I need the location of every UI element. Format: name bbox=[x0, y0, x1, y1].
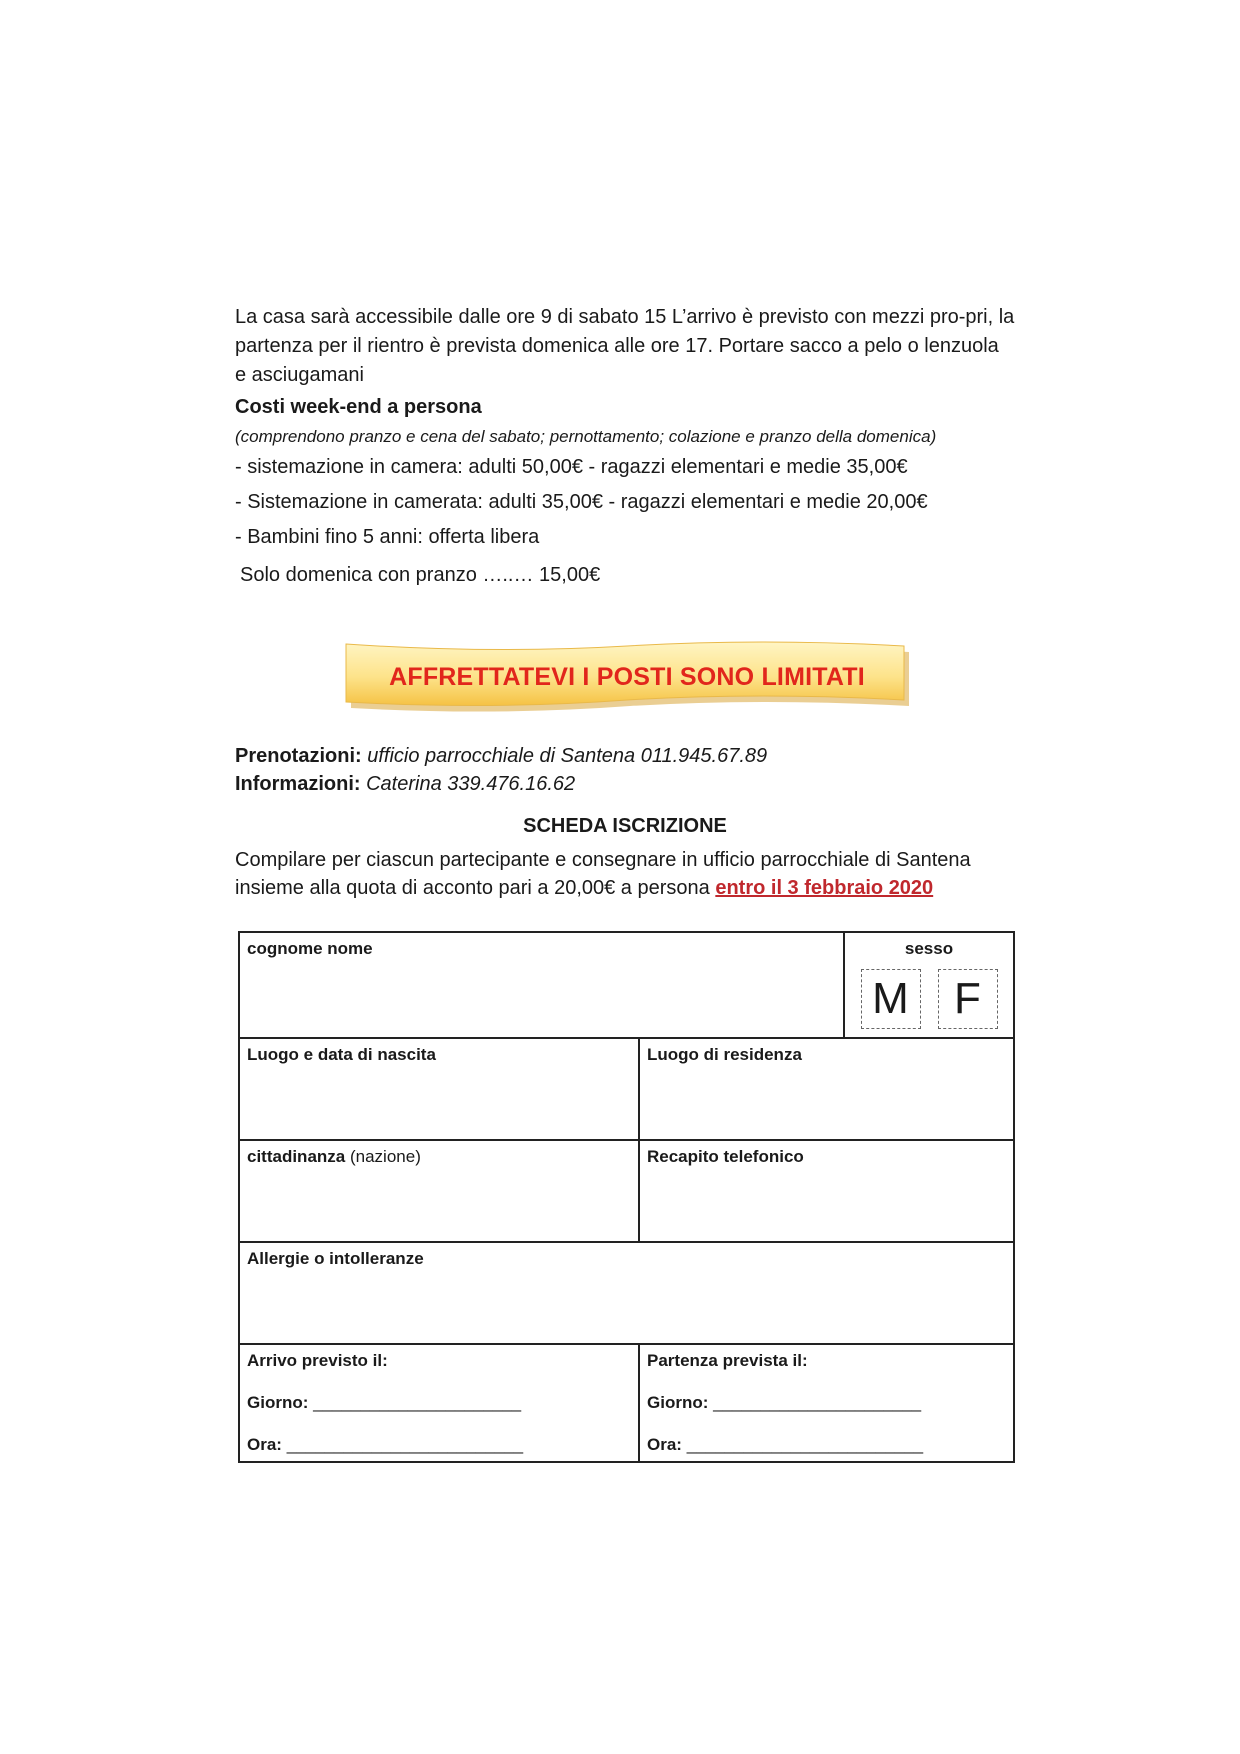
deadline-text: entro il 3 febbraio 2020 bbox=[715, 877, 934, 899]
departure-field bbox=[639, 1344, 1014, 1462]
info-value: Caterina 339.476.16.62 bbox=[366, 773, 576, 795]
cost-line-children: - Bambini fino 5 anni: offerta libera bbox=[235, 526, 540, 548]
arrival-time-line[interactable] bbox=[247, 1435, 631, 1455]
intro-paragraph: La casa sarà accessibile dalle ore 9 di sabato 15 L’arrivo è previsto con mezzi pro-pri, la partenza per il rientro è prevista domenica alle ore 17. Portare sacco a pelo o lenzuola e asciugamani bbox=[235, 306, 1015, 386]
citizenship-hint: (nazione) bbox=[349, 1147, 421, 1166]
cost-line-camera: - sistemazione in camera: adulti 50,00€ - ragazzi elementari e medie 35,00€ bbox=[235, 456, 908, 478]
phone-field[interactable] bbox=[639, 1140, 1014, 1242]
scheda-description bbox=[235, 846, 1035, 902]
scheda-desc-text: Compilare per ciascun partecipante e consegnare in ufficio parrocchiale di Santena insieme alla quota di acconto pari a 20,00€ a persona bbox=[235, 849, 971, 899]
sex-f-checkbox[interactable]: F bbox=[938, 969, 998, 1029]
allergies-label: Allergie o intolleranze bbox=[247, 1249, 424, 1268]
residence-field[interactable] bbox=[639, 1038, 1014, 1140]
info-label: Informazioni: bbox=[235, 773, 361, 795]
birth-field[interactable] bbox=[239, 1038, 639, 1140]
cost-line-camerata: - Sistemazione in camerata: adulti 35,00€ - ragazzi elementari e medie 20,00€ bbox=[235, 491, 928, 513]
departure-time-blank[interactable]: _________________________ bbox=[686, 1435, 924, 1454]
name-field[interactable] bbox=[239, 932, 844, 1038]
residence-label: Luogo di residenza bbox=[647, 1045, 802, 1064]
scheda-title: SCHEDA ISCRIZIONE bbox=[523, 815, 727, 837]
costs-title: Costi week-end a persona bbox=[235, 396, 482, 418]
arrival-time-label: Ora: bbox=[247, 1435, 282, 1454]
cost-line-sunday: Solo domenica con pranzo …..… 15,00€ bbox=[240, 564, 601, 586]
departure-time-label: Ora: bbox=[647, 1435, 682, 1454]
banner-text: AFFRETTATEVI I POSTI SONO LIMITATI bbox=[389, 662, 865, 691]
phone-label: Recapito telefonico bbox=[647, 1147, 804, 1166]
booking-label: Prenotazioni: bbox=[235, 745, 362, 767]
departure-time-line[interactable] bbox=[647, 1435, 1006, 1455]
arrival-field bbox=[239, 1344, 639, 1462]
arrival-day-blank[interactable]: ______________________ bbox=[313, 1393, 522, 1412]
name-label: cognome nome bbox=[247, 939, 373, 958]
arrival-label: Arrivo previsto il: bbox=[247, 1351, 388, 1370]
citizenship-label: cittadinanza bbox=[247, 1147, 346, 1166]
departure-day-line[interactable] bbox=[647, 1393, 1006, 1413]
intro-section bbox=[235, 303, 1015, 593]
departure-day-blank[interactable]: ______________________ bbox=[713, 1393, 922, 1412]
arrival-time-blank[interactable]: _________________________ bbox=[286, 1435, 524, 1454]
info-line bbox=[235, 770, 767, 798]
departure-day-label: Giorno: bbox=[647, 1393, 709, 1412]
registration-form bbox=[238, 931, 1015, 1463]
sex-m-checkbox[interactable]: M bbox=[861, 969, 921, 1029]
citizenship-field[interactable] bbox=[239, 1140, 639, 1242]
birth-label: Luogo e data di nascita bbox=[247, 1045, 436, 1064]
departure-label: Partenza prevista il: bbox=[647, 1351, 808, 1370]
costs-note: (comprendono pranzo e cena del sabato; pernottamento; colazione e pranzo della domenica) bbox=[235, 427, 937, 446]
sex-field bbox=[844, 932, 1014, 1038]
allergies-field[interactable] bbox=[239, 1242, 1014, 1344]
arrival-day-label: Giorno: bbox=[247, 1393, 309, 1412]
arrival-day-line[interactable] bbox=[247, 1393, 631, 1413]
booking-line bbox=[235, 742, 767, 770]
contacts-section bbox=[235, 742, 767, 798]
booking-value: ufficio parrocchiale di Santena 011.945.67.89 bbox=[367, 745, 768, 767]
limited-places-banner bbox=[342, 640, 912, 714]
sex-label: sesso bbox=[904, 939, 954, 958]
